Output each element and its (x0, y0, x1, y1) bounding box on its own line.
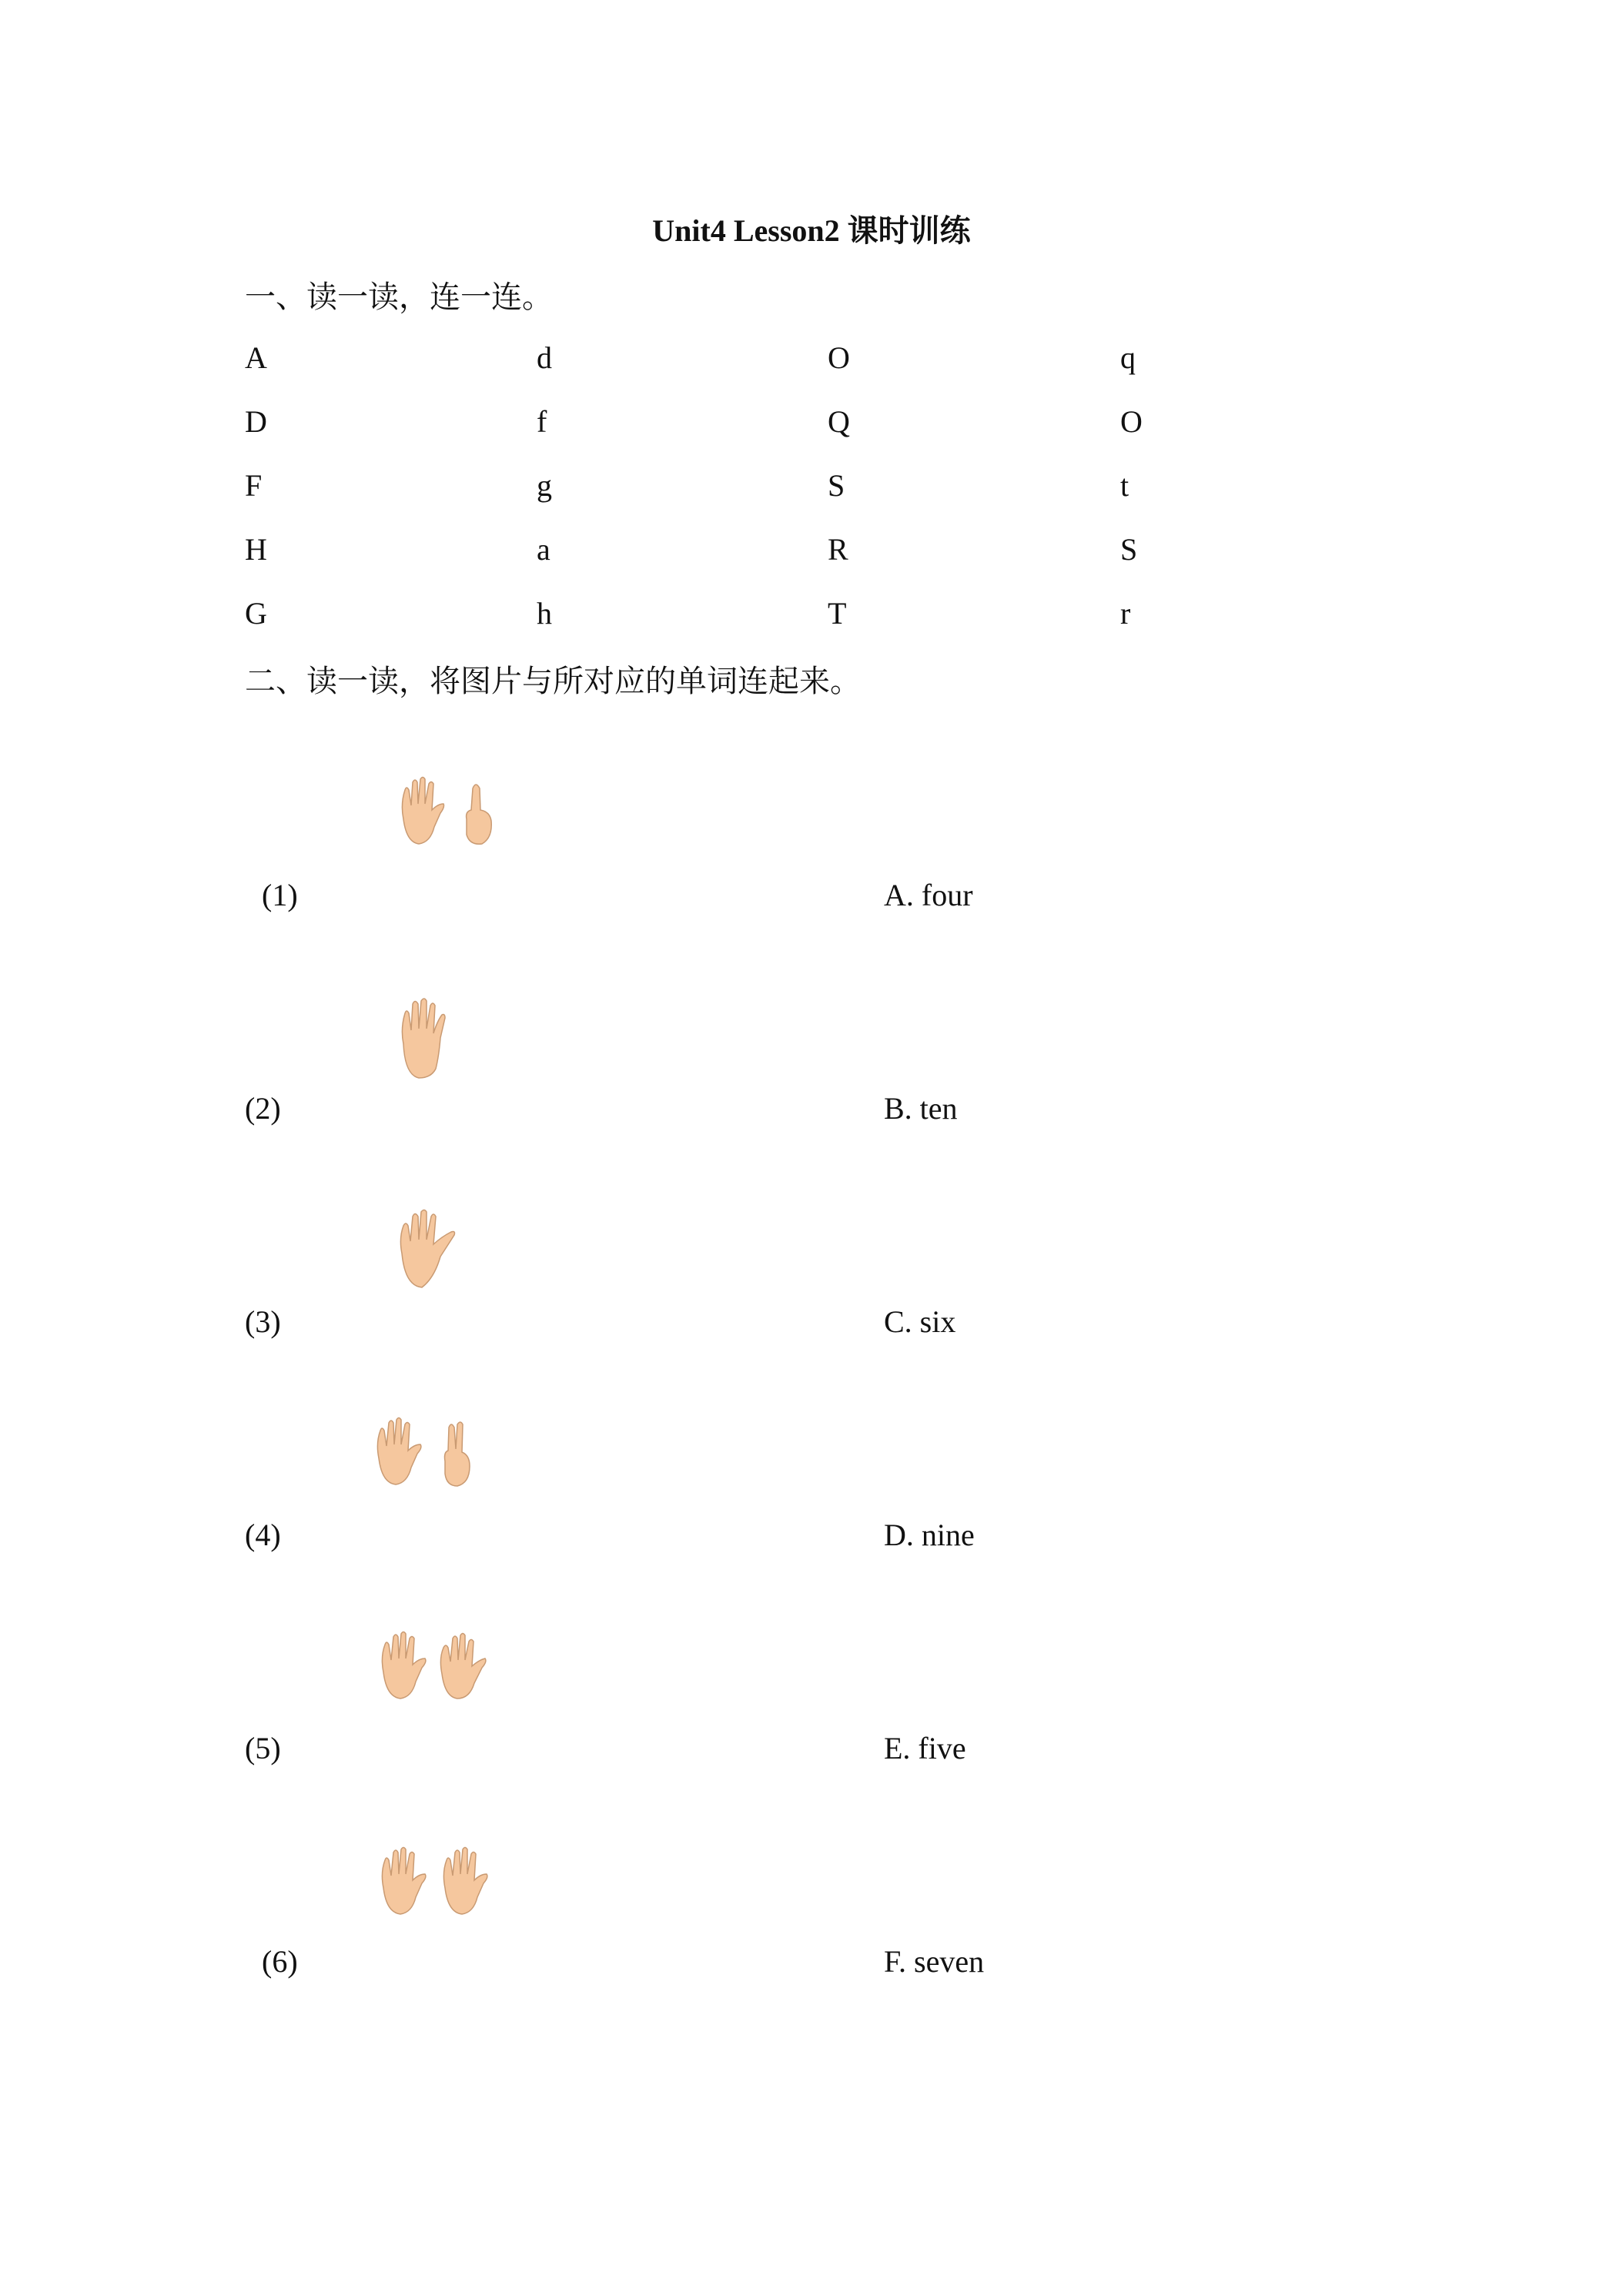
letter-cell: D (245, 404, 267, 439)
hands-picture-ten-fingers (377, 1843, 500, 1924)
item-label: (4) (245, 1518, 281, 1552)
option-text: F. seven (884, 1944, 985, 1979)
hands-picture-seven-fingers (373, 1415, 488, 1496)
letter-cell: d (537, 340, 552, 375)
letter-cell: h (537, 596, 552, 631)
open-hand-icon (377, 1418, 421, 1485)
item-label: (3) (245, 1304, 281, 1339)
letter-cell: O (1120, 404, 1143, 439)
letter-cell: Q (828, 404, 850, 439)
open-hand-icon (382, 1632, 426, 1699)
item-label: (5) (245, 1731, 281, 1766)
letter-cell: S (1120, 532, 1138, 567)
letter-cell: q (1120, 340, 1136, 375)
four-finger-hand-icon (440, 1634, 486, 1699)
section1-heading: 一、读一读，连一连。 (245, 279, 553, 314)
page-title: Unit4 Lesson2 课时训练 (652, 213, 971, 248)
letter-cell: G (245, 596, 267, 631)
item-label: (6) (262, 1944, 298, 1979)
letter-cell: T (828, 596, 847, 631)
letter-cell: r (1120, 596, 1131, 631)
hands-picture-five-fingers (394, 995, 463, 1083)
option-text: A. four (884, 878, 973, 912)
hands-picture-six-fingers (396, 773, 511, 854)
letter-cell: t (1120, 468, 1129, 503)
open-hand-icon (400, 1210, 454, 1288)
one-finger-hand-icon (467, 785, 492, 844)
option-text: C. six (884, 1304, 956, 1339)
open-hand-icon (443, 1848, 487, 1915)
open-hand-icon (382, 1848, 426, 1915)
letter-cell: O (828, 340, 850, 375)
hands-picture-nine-fingers (377, 1628, 500, 1709)
item-label: (2) (245, 1091, 281, 1126)
option-text: D. nine (884, 1518, 975, 1552)
two-finger-hand-icon (445, 1422, 470, 1486)
letter-cell: a (537, 532, 550, 567)
item-label: (1) (262, 878, 298, 912)
open-hand-icon (402, 778, 443, 845)
letter-cell: f (537, 404, 547, 439)
option-text: E. five (884, 1731, 966, 1766)
option-text: B. ten (884, 1091, 958, 1126)
hands-picture-five-fingers (393, 1207, 477, 1296)
letter-cell: A (245, 340, 267, 375)
letter-cell: R (828, 532, 848, 567)
letter-cell: S (828, 468, 845, 503)
section2-heading: 二、读一读，将图片与所对应的单词连起来。 (245, 664, 861, 698)
letter-cell: H (245, 532, 267, 567)
letter-cell: F (245, 468, 263, 503)
open-hand-icon (402, 999, 445, 1078)
letter-cell: g (537, 468, 552, 503)
